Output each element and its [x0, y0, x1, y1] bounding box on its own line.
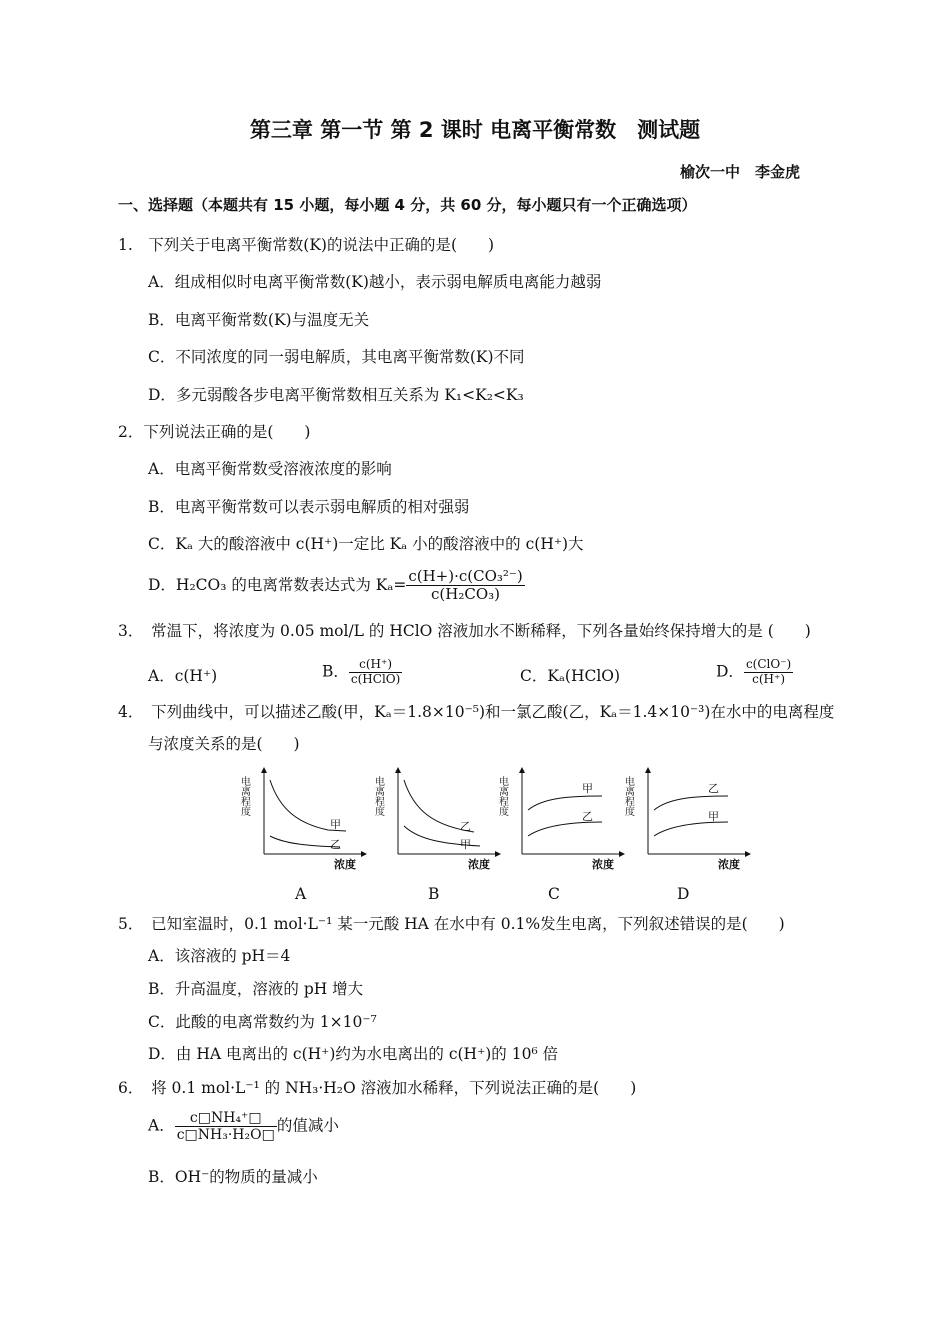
graph-a-ylabel: 电离程度 — [238, 776, 250, 816]
graph-b-xlabel: 浓度 — [468, 858, 490, 871]
ka-fraction — [406, 568, 524, 604]
graph-d-ylabel: 电离程度 — [622, 776, 634, 816]
q2-option-d-prefix: D．H₂CO₃ 的电离常数表达式为 Kₐ= — [148, 575, 407, 594]
q6-option-b: B．OH⁻的物质的量减小 — [148, 1168, 318, 1186]
q2-option-a: A．电离平衡常数受溶液浓度的影响 — [148, 460, 392, 478]
graph-label-b: B — [428, 885, 440, 903]
q5-option-d: D．由 HA 电离出的 c(H⁺)约为水电离出的 c(H⁺)的 10⁶ 倍 — [148, 1045, 559, 1063]
q3-d-fraction — [744, 658, 793, 687]
q2-stem: 2．下列说法正确的是( ) — [118, 423, 311, 441]
q5-stem: 5． 已知室温时，0.1 mol·L⁻¹ 某一元酸 HA 在水中有 0.1%发生电离，下列叙述错误的是( ) — [118, 915, 785, 933]
author: 榆次一中 李金虎 — [679, 163, 800, 181]
graph-a-xlabel: 浓度 — [334, 858, 356, 871]
graph-c-label-jia: 甲 — [582, 782, 593, 795]
graph-c — [497, 770, 623, 871]
ka-denominator: c(H₂CO₃) — [431, 585, 501, 604]
q3-option-c: C．Kₐ(HClO) — [520, 667, 621, 685]
graph-label-d: D — [677, 885, 690, 903]
graph-b — [373, 770, 499, 871]
section-heading: 一、选择题（本题共有 15 小题，每小题 4 分，共 60 分，每小题只有一个正确选项） — [118, 196, 697, 214]
q6-option-a — [148, 1110, 339, 1143]
q2-option-b: B．电离平衡常数可以表示弱电解质的相对强弱 — [148, 498, 470, 516]
graph-b-label-yi: 乙 — [460, 820, 471, 833]
q2-option-c: C．Kₐ 大的酸溶液中 c(H⁺)一定比 Kₐ 小的酸溶液中的 c(H⁺)大 — [148, 535, 584, 553]
graph-c-ylabel: 电离程度 — [496, 776, 508, 816]
graph-a-label-yi: 乙 — [330, 838, 341, 851]
q4-stem-line2: 与浓度关系的是( ) — [148, 735, 300, 753]
q6-option-a-suffix: 的值减小 — [276, 1116, 339, 1135]
graph-c-xlabel: 浓度 — [592, 858, 614, 871]
q1-option-d: D．多元弱酸各步电离平衡常数相互关系为 K₁<K₂<K₃ — [148, 386, 524, 404]
graph-d — [623, 770, 749, 871]
graph-d-xlabel: 浓度 — [718, 858, 740, 871]
q6-stem: 6． 将 0.1 mol·L⁻¹ 的 NH₃·H₂O 溶液加水稀释，下列说法正确的是( ) — [118, 1079, 637, 1097]
q4-graphs — [240, 766, 750, 876]
q3-option-b — [322, 658, 402, 687]
q4-stem-line1: 4． 下列曲线中，可以描述乙酸(甲，Kₐ＝1.8×10⁻⁵)和一氯乙酸(乙，Kₐ＝1.4×10⁻³)在水中的电离程度 — [118, 703, 835, 721]
graph-d-label-yi: 乙 — [708, 782, 719, 795]
q1-option-c: C．不同浓度的同一弱电解质，其电离平衡常数(K)不同 — [148, 348, 525, 366]
ka-numerator: c(H+)·c(CO₃²⁻) — [408, 567, 523, 585]
q6-a-denominator: c□NH₃·H₂O□ — [176, 1127, 275, 1144]
graph-a-label-jia: 甲 — [330, 818, 341, 831]
q1-option-b: B．电离平衡常数(K)与温度无关 — [148, 311, 370, 329]
q3-stem: 3． 常温下，将浓度为 0.05 mol/L 的 HClO 溶液加水不断稀释，下列各量始终保持增大的是 ( ) — [118, 622, 811, 640]
q6-option-a-prefix: A． — [148, 1116, 175, 1135]
q5-option-c: C．此酸的电离常数约为 1×10⁻⁷ — [148, 1013, 377, 1031]
q1-option-a: A．组成相似时电离平衡常数(K)越小，表示弱电解质电离能力越弱 — [148, 273, 602, 291]
q3-b-denominator: c(HClO) — [350, 671, 401, 686]
q2-option-d — [148, 568, 525, 604]
graph-c-label-yi: 乙 — [582, 810, 593, 823]
q3-b-fraction — [349, 658, 402, 687]
q6-a-numerator: c□NH₄⁺□ — [175, 1110, 277, 1127]
q5-option-a: A．该溶液的 pH＝4 — [148, 947, 291, 965]
page-title: 第三章 第一节 第 2 课时 电离平衡常数 测试题 — [249, 118, 701, 142]
graph-label-c: C — [548, 885, 560, 903]
q5-option-b: B．升高温度，溶液的 pH 增大 — [148, 980, 364, 998]
graph-d-label-jia: 甲 — [708, 810, 719, 823]
q3-option-a: A．c(H⁺) — [148, 667, 218, 685]
q3-option-b-prefix: B． — [322, 662, 349, 681]
graph-a — [239, 770, 365, 871]
q3-b-numerator: c(H⁺) — [349, 658, 402, 673]
q1-stem: 1. 下列关于电离平衡常数(K)的说法中正确的是( ) — [118, 236, 495, 254]
q3-d-denominator: c(H⁺) — [752, 671, 786, 686]
graph-label-a: A — [295, 885, 307, 903]
graph-b-ylabel: 电离程度 — [372, 776, 384, 816]
q3-option-d — [716, 658, 793, 687]
q3-d-numerator: c(ClO⁻) — [745, 657, 792, 671]
q3-option-d-prefix: D． — [716, 662, 744, 681]
graph-b-label-jia: 甲 — [460, 838, 471, 851]
q6-a-fraction — [175, 1110, 277, 1143]
